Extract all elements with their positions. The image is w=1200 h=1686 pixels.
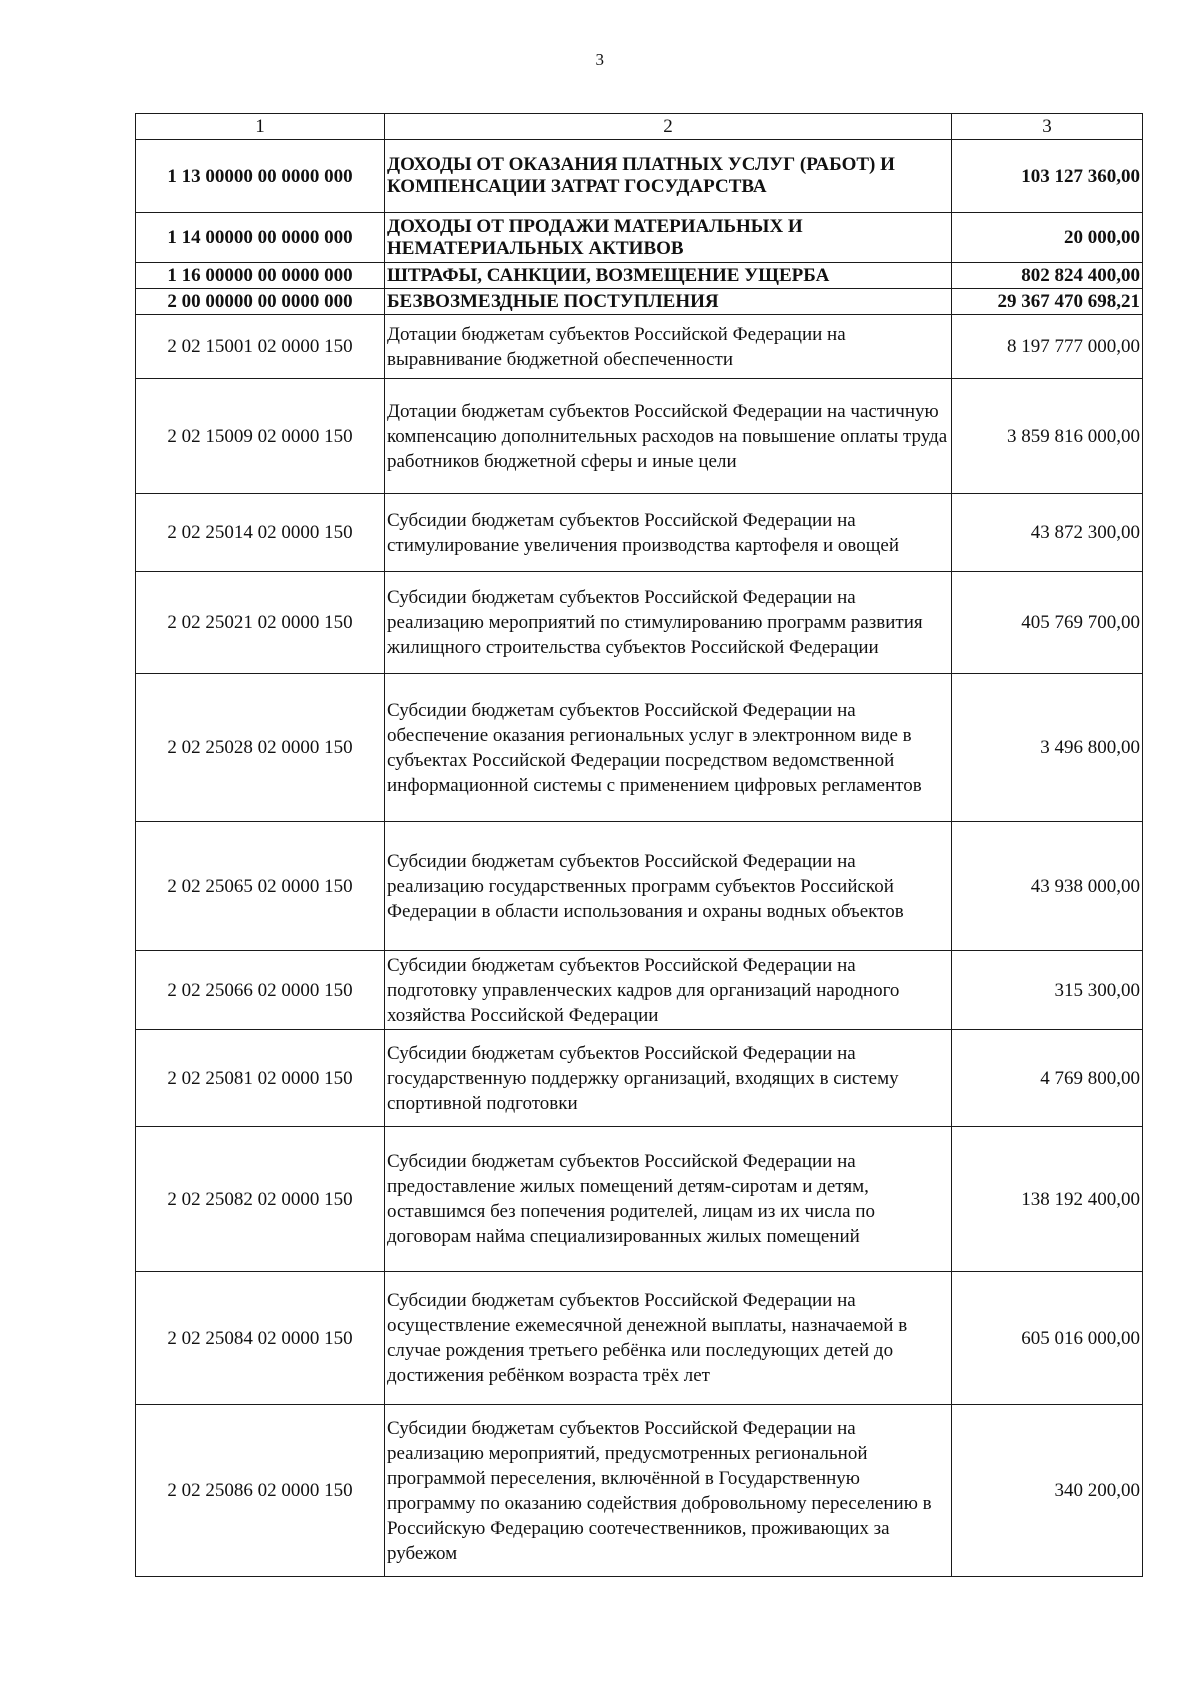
table-row bbox=[136, 494, 1143, 572]
table-row bbox=[136, 1272, 1143, 1405]
income-name: Субсидии бюджетам субъектов Российской Федерации на подготовку управленческих кадров для организаций народного хозяйства Российской Федерации bbox=[385, 951, 952, 1030]
income-amount: 103 127 360,00 bbox=[952, 140, 1143, 213]
budget-code: 2 00 00000 00 0000 000 bbox=[136, 289, 385, 315]
income-name: ДОХОДЫ ОТ ОКАЗАНИЯ ПЛАТНЫХ УСЛУГ (РАБОТ) И КОМПЕНСАЦИИ ЗАТРАТ ГОСУДАРСТВА bbox=[385, 140, 952, 213]
table-row bbox=[136, 1030, 1143, 1127]
income-amount: 405 769 700,00 bbox=[952, 572, 1143, 674]
table-row bbox=[136, 951, 1143, 1030]
table-row bbox=[136, 1405, 1143, 1577]
income-amount: 3 859 816 000,00 bbox=[952, 379, 1143, 494]
budget-code: 2 02 25028 02 0000 150 bbox=[136, 674, 385, 822]
table-row bbox=[136, 263, 1143, 289]
column-header-3: 3 bbox=[952, 114, 1143, 140]
budget-code: 2 02 25066 02 0000 150 bbox=[136, 951, 385, 1030]
budget-code: 2 02 25082 02 0000 150 bbox=[136, 1127, 385, 1272]
budget-code: 1 16 00000 00 0000 000 bbox=[136, 263, 385, 289]
income-amount: 20 000,00 bbox=[952, 213, 1143, 263]
income-name: БЕЗВОЗМЕЗДНЫЕ ПОСТУПЛЕНИЯ bbox=[385, 289, 952, 315]
income-name: Субсидии бюджетам субъектов Российской Федерации на осуществление ежемесячной денежной выплаты, назначаемой в случае рождения третьего ребёнка или последующих детей до достижения ребёнком возраста трёх лет bbox=[385, 1272, 952, 1405]
table-row bbox=[136, 289, 1143, 315]
income-amount: 3 496 800,00 bbox=[952, 674, 1143, 822]
income-name: Дотации бюджетам субъектов Российской Федерации на выравнивание бюджетной обеспеченности bbox=[385, 315, 952, 379]
income-name: Субсидии бюджетам субъектов Российской Федерации на обеспечение оказания региональных услуг в электронном виде в субъектах Российской Федерации посредством ведомственной информационной системы с применением цифровых регламентов bbox=[385, 674, 952, 822]
table-row bbox=[136, 315, 1143, 379]
table-row bbox=[136, 572, 1143, 674]
income-name: ДОХОДЫ ОТ ПРОДАЖИ МАТЕРИАЛЬНЫХ И НЕМАТЕРИАЛЬНЫХ АКТИВОВ bbox=[385, 213, 952, 263]
table-row bbox=[136, 379, 1143, 494]
budget-code: 2 02 15009 02 0000 150 bbox=[136, 379, 385, 494]
budget-income-table bbox=[135, 113, 1143, 1577]
budget-code: 2 02 25084 02 0000 150 bbox=[136, 1272, 385, 1405]
budget-code: 2 02 25065 02 0000 150 bbox=[136, 822, 385, 951]
income-name: ШТРАФЫ, САНКЦИИ, ВОЗМЕЩЕНИЕ УЩЕРБА bbox=[385, 263, 952, 289]
income-name: Субсидии бюджетам субъектов Российской Федерации на стимулирование увеличения производства картофеля и овощей bbox=[385, 494, 952, 572]
income-amount: 340 200,00 bbox=[952, 1405, 1143, 1577]
table-header-row bbox=[136, 114, 1143, 140]
income-amount: 8 197 777 000,00 bbox=[952, 315, 1143, 379]
income-amount: 29 367 470 698,21 bbox=[952, 289, 1143, 315]
income-amount: 315 300,00 bbox=[952, 951, 1143, 1030]
income-name: Субсидии бюджетам субъектов Российской Федерации на реализацию государственных программ субъектов Российской Федерации в области использования и охраны водных объектов bbox=[385, 822, 952, 951]
income-amount: 43 872 300,00 bbox=[952, 494, 1143, 572]
table-row bbox=[136, 822, 1143, 951]
budget-code: 2 02 25021 02 0000 150 bbox=[136, 572, 385, 674]
budget-code: 1 13 00000 00 0000 000 bbox=[136, 140, 385, 213]
income-name: Субсидии бюджетам субъектов Российской Федерации на предоставление жилых помещений детям-сиротам и детям, оставшимся без попечения родителей, лицам из их числа по договорам найма специализированных жилых помещений bbox=[385, 1127, 952, 1272]
income-amount: 43 938 000,00 bbox=[952, 822, 1143, 951]
income-name: Субсидии бюджетам субъектов Российской Федерации на реализацию мероприятий по стимулированию программ развития жилищного строительства субъектов Российской Федерации bbox=[385, 572, 952, 674]
budget-code: 1 14 00000 00 0000 000 bbox=[136, 213, 385, 263]
budget-code: 2 02 25014 02 0000 150 bbox=[136, 494, 385, 572]
column-header-1: 1 bbox=[136, 114, 385, 140]
table-row bbox=[136, 213, 1143, 263]
income-name: Субсидии бюджетам субъектов Российской Федерации на реализацию мероприятий, предусмотренных региональной программой переселения, включённой в Государственную программу по оказанию содействия добровольному переселению в Российскую Федерацию соотечественников, проживающих за рубежом bbox=[385, 1405, 952, 1577]
income-amount: 802 824 400,00 bbox=[952, 263, 1143, 289]
budget-code: 2 02 25086 02 0000 150 bbox=[136, 1405, 385, 1577]
table-row bbox=[136, 1127, 1143, 1272]
income-amount: 138 192 400,00 bbox=[952, 1127, 1143, 1272]
income-name: Дотации бюджетам субъектов Российской Федерации на частичную компенсацию дополнительных расходов на повышение оплаты труда работников бюджетной сферы и иные цели bbox=[385, 379, 952, 494]
table-row bbox=[136, 140, 1143, 213]
income-amount: 605 016 000,00 bbox=[952, 1272, 1143, 1405]
budget-code: 2 02 25081 02 0000 150 bbox=[136, 1030, 385, 1127]
column-header-2: 2 bbox=[385, 114, 952, 140]
table-row bbox=[136, 674, 1143, 822]
income-name: Субсидии бюджетам субъектов Российской Федерации на государственную поддержку организаций, входящих в систему спортивной подготовки bbox=[385, 1030, 952, 1127]
income-amount: 4 769 800,00 bbox=[952, 1030, 1143, 1127]
page-number: 3 bbox=[595, 50, 605, 69]
budget-code: 2 02 15001 02 0000 150 bbox=[136, 315, 385, 379]
